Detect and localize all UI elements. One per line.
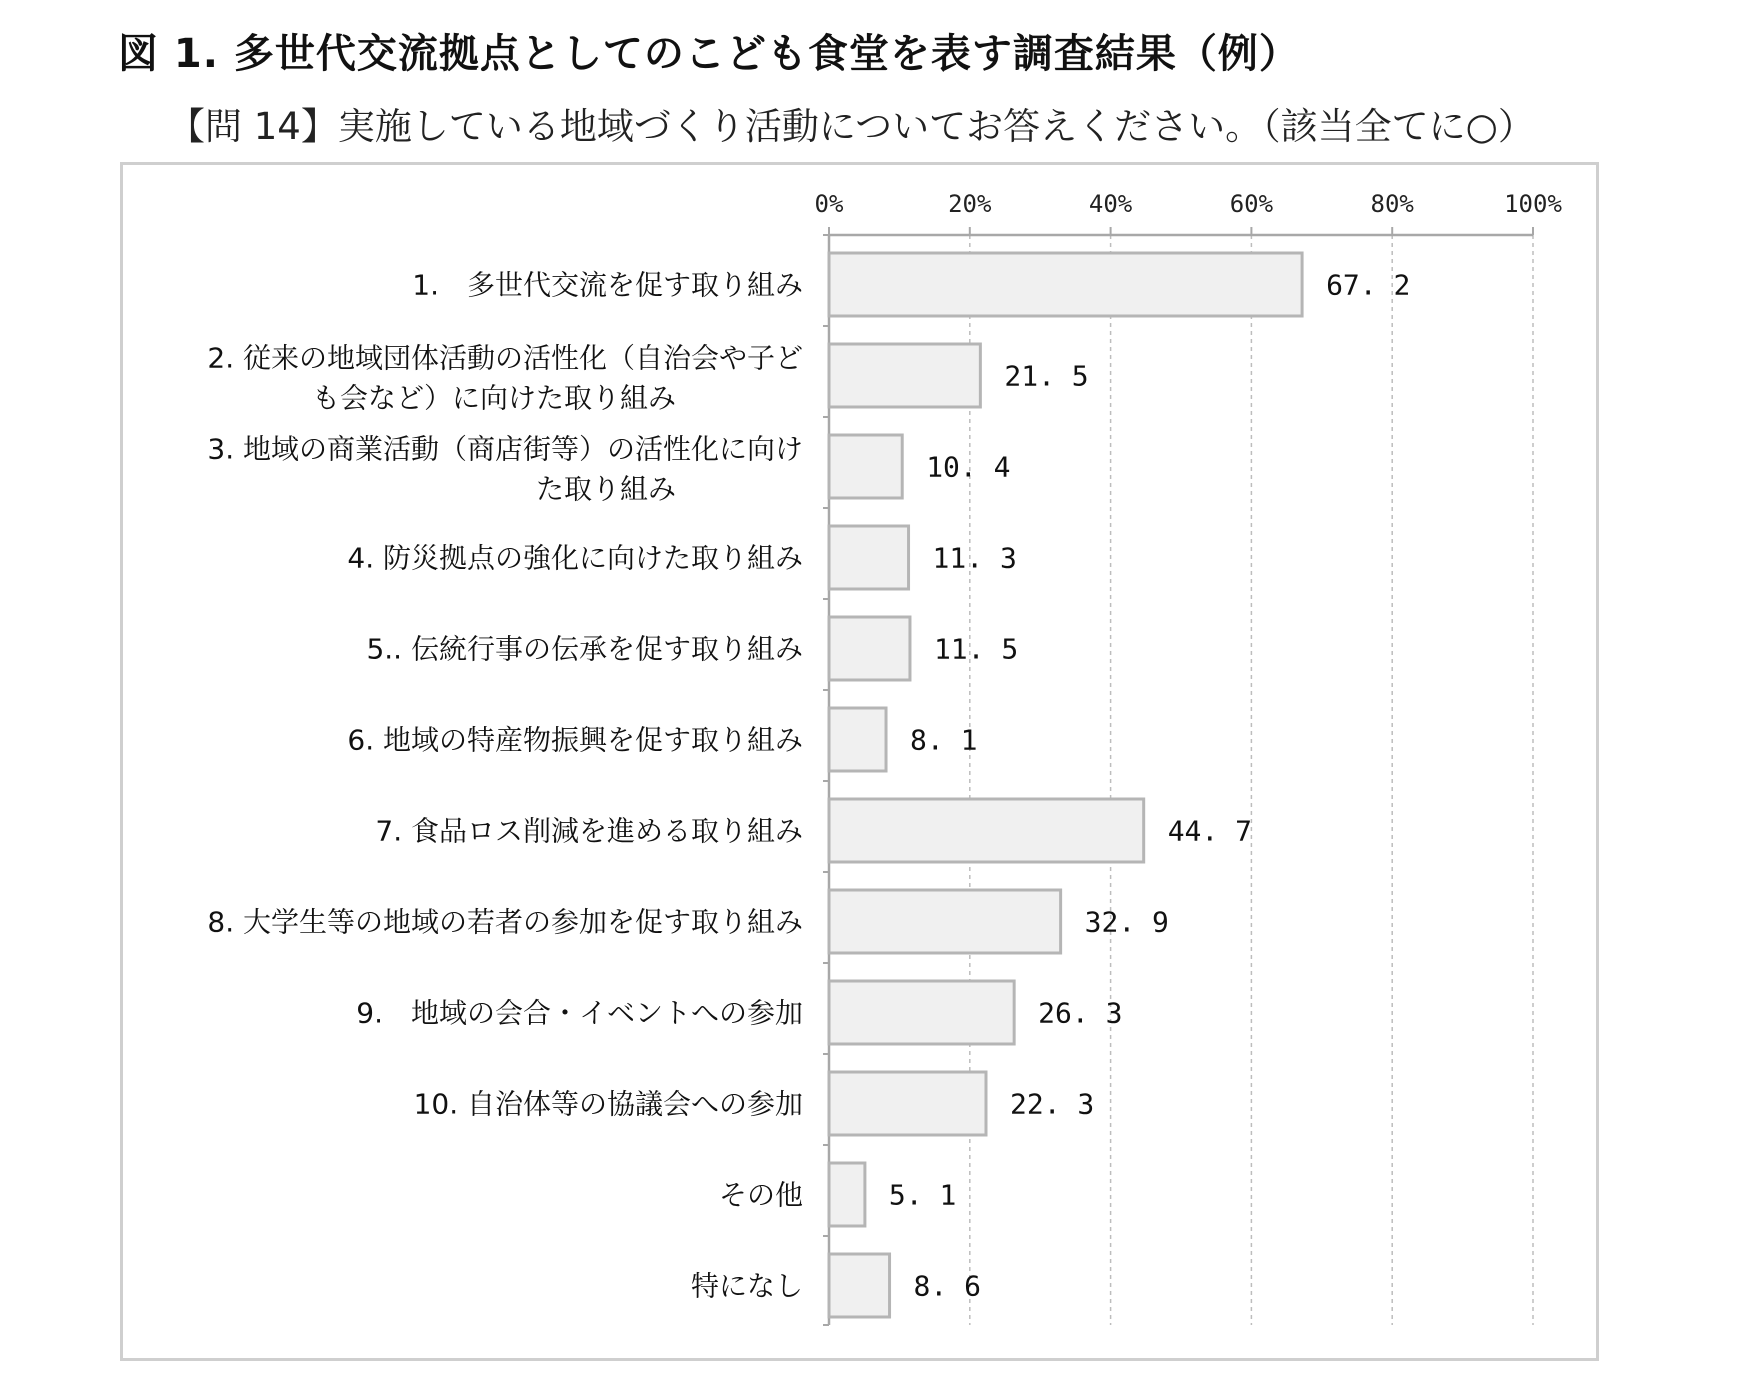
x-tick-label-80: 80% [1370, 190, 1414, 218]
bar-5 [829, 617, 910, 680]
category-label-3-line2: た取り組み [535, 472, 676, 506]
bar-10 [829, 1072, 986, 1135]
value-label-8: 32. 9 [1084, 905, 1169, 939]
bar-1 [829, 253, 1302, 316]
bar-12 [829, 1254, 890, 1317]
bar-4 [829, 526, 909, 589]
bar-11 [829, 1163, 865, 1226]
category-label-3: 3. 地域の商業活動（商店街等）の活性化に向け [207, 432, 803, 466]
bar-3 [829, 435, 902, 498]
category-label-12: 特になし [690, 1269, 803, 1303]
category-label-2: 2. 従来の地域団体活動の活性化（自治会や子ど [207, 341, 803, 375]
bar-9 [829, 981, 1014, 1044]
value-label-2: 21. 5 [1004, 359, 1089, 393]
value-label-10: 22. 3 [1009, 1087, 1095, 1121]
x-tick-label-0: 0% [814, 190, 844, 218]
category-label-8: 8. 大学生等の地域の若者の参加を促す取り組み [207, 905, 803, 939]
x-tick-label-40: 40% [1088, 190, 1133, 218]
value-label-1: 67. 2 [1326, 268, 1411, 302]
figure-title: 図 1. 多世代交流拠点としてのこども食堂を表す調査結果（例） [118, 31, 1300, 77]
category-label-9: 9. 地域の会合・イベントへの参加 [356, 996, 803, 1030]
category-label-2-line2: も会など）に向けた取り組み [311, 381, 676, 415]
x-tick-label-100: 100% [1504, 190, 1562, 218]
value-label-6: 8. 1 [910, 723, 978, 757]
value-label-4: 11. 3 [932, 541, 1017, 575]
category-label-10: 10. 自治体等の協議会への参加 [413, 1087, 803, 1121]
value-label-7: 44. 7 [1167, 814, 1252, 848]
category-label-5: 5.. 伝統行事の伝承を促す取り組み [366, 632, 803, 666]
value-label-3: 10. 4 [926, 450, 1011, 484]
category-label-6: 6. 地域の特産物振興を促す取り組み [347, 723, 803, 757]
chart-question-title: 【問 14】実施している地域づくり活動についてお答えください。（該当全てに○） [168, 105, 1535, 148]
x-tick-label-20: 20% [948, 190, 992, 218]
category-label-1: 1. 多世代交流を促す取り組み [412, 268, 803, 302]
bar-2 [829, 344, 980, 407]
value-label-12: 8. 6 [913, 1269, 981, 1303]
bar-8 [829, 890, 1061, 953]
category-label-11: その他 [718, 1178, 803, 1212]
category-label-4: 4. 防災拠点の強化に向けた取り組み [347, 541, 803, 575]
bar-7 [829, 799, 1144, 862]
bar-6 [829, 708, 886, 771]
category-label-7: 7. 食品ロス削減を進める取り組み [375, 814, 803, 848]
value-label-9: 26. 3 [1038, 996, 1123, 1030]
value-label-11: 5. 1 [888, 1178, 957, 1212]
x-tick-label-60: 60% [1229, 190, 1274, 218]
value-label-5: 11. 5 [933, 632, 1019, 666]
